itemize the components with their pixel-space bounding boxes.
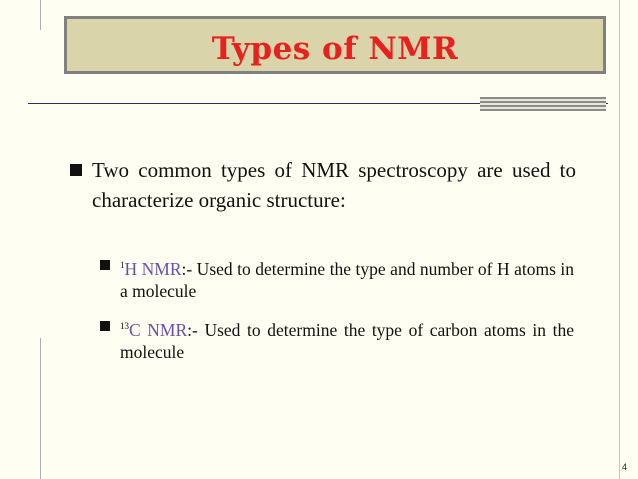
square-bullet-icon xyxy=(70,164,82,176)
left-margin-line-bottom xyxy=(40,338,41,479)
page-number: 4 xyxy=(622,462,628,472)
main-bullet-text: Two common types of NMR spectroscopy are used to characterize organic structure: xyxy=(92,158,576,212)
left-margin-line-top xyxy=(40,0,41,30)
isotope-superscript: 1 xyxy=(120,260,125,270)
nmr-type-description: :- Used to determine the type of carbon atoms in the molecule xyxy=(120,320,574,362)
title-box xyxy=(64,16,606,74)
square-bullet-icon xyxy=(100,260,110,270)
sub-bullet-h-nmr xyxy=(100,254,574,302)
nmr-type-name: H NMR xyxy=(124,259,182,279)
nmr-type-description: :- Used to determine the type and number of H atoms in a molecule xyxy=(120,259,574,301)
main-bullet xyxy=(70,155,576,215)
sub-bullet-c-nmr xyxy=(100,315,574,363)
square-bullet-icon xyxy=(100,321,110,331)
slide-title: Types of NMR xyxy=(211,31,459,67)
isotope-superscript: 13 xyxy=(120,321,129,331)
right-margin-line xyxy=(619,0,620,479)
nmr-type-name: C NMR xyxy=(129,320,188,340)
divider-stripe xyxy=(480,97,606,111)
